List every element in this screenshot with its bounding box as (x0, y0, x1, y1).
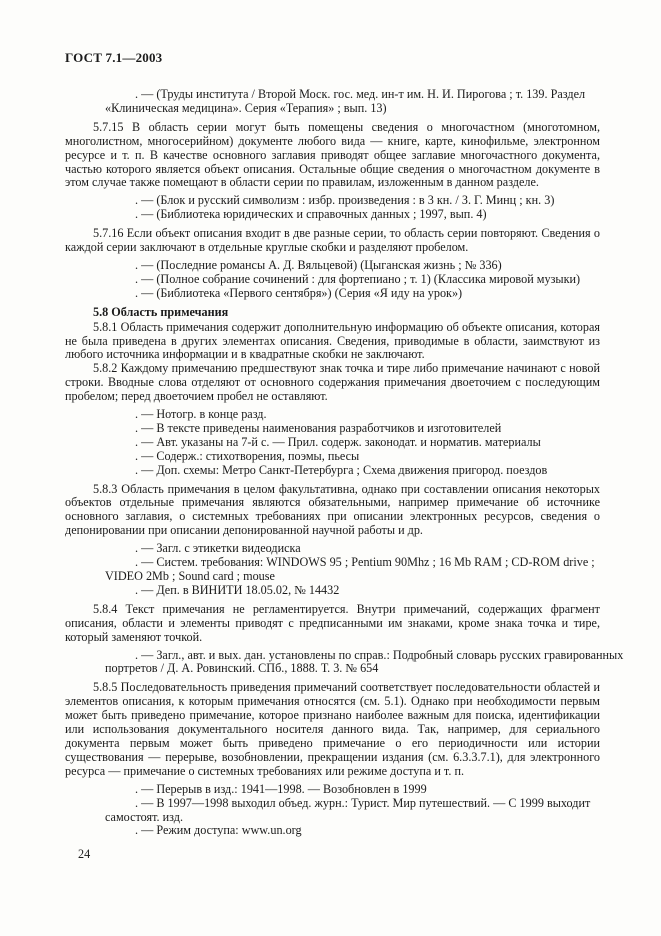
example-line: . — Деп. в ВИНИТИ 18.05.02, № 14432 (135, 582, 340, 597)
example-line: . — (Блок и русский символизм : избр. произведения : в 3 кн. / З. Г. Минц ; кн. 3) (135, 193, 555, 208)
example-line: . — (Библиотека «Первого сентября») (Серия «Я иду на урок») (135, 285, 463, 300)
example-group (65, 194, 600, 222)
document-content (65, 87, 624, 838)
example-line: . — Содерж.: стихотворения, поэмы, пьесы (135, 448, 360, 463)
paragraph: 5.8.1 Область примечания содержит дополнительную информацию об объекте описания, которая не была приведена в других элементах описания. Сведения, приводимые в области, заимствуют из любого источника информации и в квадратные скобки не заключают. (65, 319, 600, 362)
example-group (65, 259, 600, 301)
paragraph: 5.8.4 Текст примечания не регламентируется. Внутри примечаний, содержащих фрагмент описания, области и элементы приводят с предписанными им знаками, кроме знака точка и тире, который заменяют точкой. (65, 601, 600, 644)
paragraph: 5.8.2 Каждому примечанию предшествуют знак точка и тире либо примечание начинают с новой строки. Вводные слова отделяют от основного содержания примечания двоеточием с последующим пробелом; перед двоеточием пробел не оставляют. (65, 361, 600, 404)
example-line: . — В 1997—1998 выходил объед. журн.: Турист. Мир путешествий. — С 1999 выходит самостоят. изд. (105, 795, 591, 824)
example-group (65, 408, 600, 478)
example-line: . — Авт. указаны на 7-й с. — Прил. содерж. законодат. и норматив. материалы (135, 434, 541, 449)
example-line: . — (Труды института / Второй Моск. гос. мед. ин-т им. Н. И. Пирогова ; т. 139. Раздел «Клиническая медицина». Серия «Терапия» ; вып. 13) (105, 87, 586, 115)
example-line: . — Нотогр. в конце разд. (135, 407, 267, 422)
example-line: . — (Библиотека юридических и справочных данных ; 1997, вып. 4) (135, 207, 487, 222)
example-line: . — (Полное собрание сочинений : для фортепиано ; т. 1) (Классика мировой музыки) (135, 271, 581, 286)
example-line: . — Перерыв в изд.: 1941—1998. — Возобновлен в 1999 (135, 781, 427, 796)
paragraph: 5.7.15 В область серии могут быть помещены сведения о многочастном (многотомном, многолистном, многосерийном) документе любого вида — книге, карте, кинофильме, электронном ресурсе и т. п. В качестве основного заглавия приводят общее заглавие многочастного документа, частью которого является объект описания. Остальные общие сведения о многочастном документе в этом случае также помещают в области серии по правилам, изложенным в данном разделе. (65, 119, 600, 190)
standard-number-header: ГОСТ 7.1—2003 (65, 50, 163, 65)
example-line: . — Систем. требования: WINDOWS 95 ; Pentium 90Mhz ; 16 Mb RAM ; CD-ROM drive ; VIDEO 2Mb ; Sound card ; mouse (105, 555, 595, 583)
paragraph: 5.8.3 Область примечания в целом факультативна, однако при составлении описания некоторых объектов отдельные примечания являются обязательными, например примечание об источнике основного заглавия, о системных требованиях при описании электронных ресурсов, сведения о депонировании при описании депонированной научной работы и др. (65, 481, 600, 538)
example-line: . — Загл. с этикетки видеодиска (135, 541, 301, 556)
example-line: . — Доп. схемы: Метро Санкт-Петербурга ; Схема движения пригород. поездов (135, 462, 548, 477)
example-group (65, 783, 600, 839)
example-line: . — В тексте приведены наименования разработчиков и изготовителей (135, 420, 502, 435)
example-line: . — Загл., авт. и вых. дан. установлены по справ.: Подробный словарь русских гравированных портретов / Д. А. Ровинский. СПб., 1888. Т. 3. № 654 (105, 647, 624, 676)
example-group (65, 542, 600, 598)
page-number: 24 (78, 847, 91, 862)
paragraph: 5.7.16 Если объект описания входит в две разные серии, то область серии повторяют. Сведения о каждой серии заключают в отдельные круглые скобки и разделяют пробелом. (65, 226, 600, 255)
example-line: . — Режим доступа: www.un.org (135, 823, 302, 838)
paragraph: 5.8.5 Последовательность приведения примечаний соответствует последовательности областей и элементов описания, к которым примечания относятся (см. 5.1). Однако при необходимости первым может быть приведено примечание, которое признано наиболее важным для поиска, идентификации или использования документального носителя данного вида. Так, например, для сериального документа первым может быть приведено примечание о его периодичности или истории существования — перерыве, возобновлении, прекращении издания (см. 6.3.3.7.1), для электронного ресурса — примечание о системных требованиях или режиме доступа и т. п. (65, 680, 600, 778)
example-line: . — (Последние романсы А. Д. Вяльцевой) (Цыганская жизнь ; № 336) (135, 257, 502, 272)
example-group (65, 647, 624, 677)
section-heading: 5.8 Область примечания (93, 304, 229, 319)
example-group (65, 88, 600, 116)
